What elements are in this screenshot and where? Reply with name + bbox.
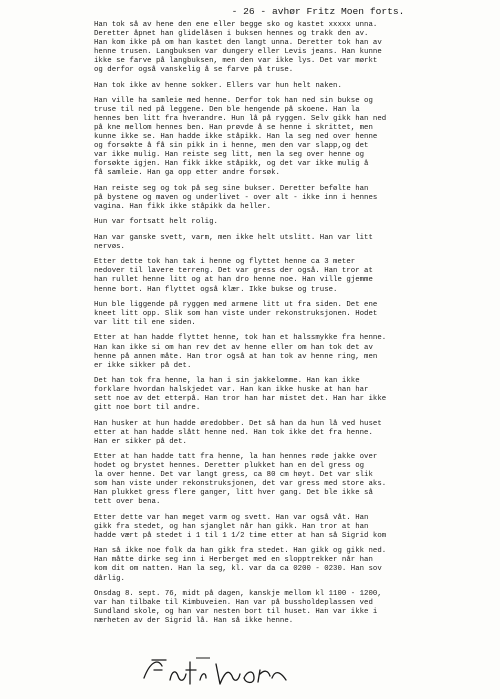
text-line: etter at han hadde slått henne ned. Han tok ikke det fra henne. xyxy=(94,428,373,437)
text-line: Han tok ikke av henne sokker. Ellers var hun helt naken. xyxy=(94,81,342,90)
text-line: dårlig. xyxy=(94,574,125,583)
text-line: var ikke mulig. Han reiste seg litt, men la seg over henne og xyxy=(94,151,365,160)
paragraph xyxy=(94,218,482,227)
text-line: Etter at han hadde flyttet henne, tok han et halssmykke fra henne. xyxy=(94,334,387,343)
text-line: og forsøkte å få sin pikk in i henne, men den var slapp,og det xyxy=(94,142,369,151)
paragraph xyxy=(94,420,482,447)
text-line: på kne mellom hennes ben. Han prøvde å se henne i skrittet, men xyxy=(94,124,373,133)
text-line: Han husker at hun hadde øredobber. Det så han da hun lå ved huset xyxy=(94,419,382,428)
text-line: Han reiste seg og tok på seg sine bukser. Deretter befølte han xyxy=(94,184,369,193)
text-line: nærheten av der Sigrid lå. Han så ikke henne. xyxy=(94,617,294,626)
text-line: Han er sikker på det. xyxy=(94,437,187,446)
paragraph xyxy=(94,547,482,583)
text-line: er ikke sikker på det. xyxy=(94,361,192,370)
text-line: henne på annen måte. Han tror også at han tok av henne ring, men xyxy=(94,352,378,361)
text-line: ikke se farve på langbuksen, men den var ikke lys. Det var mørkt xyxy=(94,57,378,66)
paragraph xyxy=(94,377,482,413)
text-line: la over henne. Det var langt gress, ca 80 cm høyt. Det var slik xyxy=(94,471,373,480)
text-line: Etter dette tok han tak i henne og flyttet henne ca 3 meter xyxy=(94,258,356,267)
text-line: Onsdag 8. sept. 76, midt på dagen, kanskje mellom kl 1100 - 1200, xyxy=(94,589,382,598)
text-line: var han tilbake til Kimbuveien. Han var på bussholdeplassen ved xyxy=(94,599,373,607)
paragraph xyxy=(94,97,482,178)
paragraph xyxy=(94,590,482,626)
paragraph xyxy=(94,82,482,91)
text-line: truse til ned på leggene. Den ble hengende på skoene. Han la xyxy=(94,106,360,115)
text-line: hodet og brystet hennes. Deretter plukket han en del gress og xyxy=(94,462,365,471)
page-header: - 26 - avhør Fritz Moen forts. xyxy=(231,6,405,17)
text-line: sett noe av det etterpå. Han tror han har mistet det. Han har ikke xyxy=(94,395,387,404)
paragraph xyxy=(94,258,482,294)
text-line: gitt noe bort til andre. xyxy=(94,404,201,413)
text-line: på bystene og maven og underlivet - over alt - ikke inn i hennes xyxy=(94,193,378,202)
text-line: nedover til lavere terreng. Det var gress der også. Han tror at xyxy=(94,267,373,276)
text-line: Han var ganske svett, varm, men ikke helt utslitt. Han var litt xyxy=(94,233,373,242)
document-body xyxy=(94,21,482,626)
text-line: som han viste under rekonstruksjonen, det var gress med store aks. xyxy=(94,480,387,489)
text-line: kunne ikke se. Han hadde ikke ståpikk. Han la seg ned over henne xyxy=(94,133,378,142)
text-line: Han kom ikke på om han kastet den langt unna. Deretter tok han av xyxy=(94,39,382,48)
text-line: Sundland skole, og han var nesten bort til huset. Han var ikke i xyxy=(94,608,378,617)
text-line: Han måtte dirke seg inn i Herberget med en slopptrekker når han xyxy=(94,556,373,565)
text-line: Han tok så av hene den ene eller begge sko og kastet xxxxx unna. xyxy=(94,21,378,29)
text-line: vagina. Han fikk ikke ståpikk da heller. xyxy=(94,203,272,212)
paragraph xyxy=(94,453,482,507)
text-line: henne trusen. Langbuksen var dungery eller Levis jeans. Han kunne xyxy=(94,48,382,57)
paragraph xyxy=(94,185,482,212)
paragraph xyxy=(94,514,482,541)
text-line: gikk fra stedet, og han sjanglet når han gikk. Han tror at han xyxy=(94,522,369,531)
text-line: kom dit om natten. Han la seg, kl. var da ca 0200 - 0230. Han sov xyxy=(94,565,382,574)
text-line: hadde vært på stedet i 1 til 1 1/2 time etter at han så Sigrid kom xyxy=(94,531,387,540)
text-line: Han plukket gress flere ganger, litt hver gang. Det ble ikke så xyxy=(94,489,373,498)
text-line: kneet litt opp. Slik som han viste under rekonstruksjonen. Hodet xyxy=(94,310,378,318)
paragraph xyxy=(94,301,482,328)
text-line: og derfor også vanskelig å se farve på truse. xyxy=(94,66,294,75)
text-line: få samleie. Han ga opp etter andre forsøk. xyxy=(94,169,280,178)
text-line: Det han tok fra henne, la han i sin jakkelomme. Han kan ikke xyxy=(94,377,360,386)
text-line: Han kan ikke si om han rev det av henne eller om han tok det av xyxy=(94,343,373,352)
text-line: forsøkte igjen. Han fikk ikke ståpikk, og det var ikke mulig å xyxy=(94,160,369,169)
text-line: han rullet henne litt og at han dro henne noe. Han ville gjemme xyxy=(94,276,373,285)
paragraph xyxy=(94,334,482,370)
text-line: hennes ben litt fra hverandre. Hun lå på ryggen. Selv gikk han ned xyxy=(94,115,387,124)
text-line: nervøs. xyxy=(94,242,125,251)
text-line: tett over bena. xyxy=(94,498,161,507)
text-line: var litt til ene siden. xyxy=(94,319,196,328)
paragraph xyxy=(94,234,482,252)
text-line: Deretter åpnet han glidelåsen i buksen hennes og trakk den av. xyxy=(94,30,369,39)
text-line: Han så ikke noe folk da han gikk fra stedet. Han gikk og gikk ned. xyxy=(94,547,387,556)
text-line: Hun ble liggende på ryggen med armene litt ut fra siden. Det ene xyxy=(94,300,378,309)
text-line: Etter dette var han meget varm og svett. Han var også våt. Han xyxy=(94,513,369,522)
paragraph xyxy=(94,21,482,75)
signature xyxy=(140,652,290,692)
text-line: Han ville ha samleie med henne. Derfor tok han ned sin bukse og xyxy=(94,97,373,106)
text-line: forklare hvordan halskjedet var. Han kan ikke huske at han har xyxy=(94,386,369,395)
text-line: Hun var fortsatt helt rolig. xyxy=(94,218,218,227)
text-line: henne bort. Han flyttet også klær. Ikke bukse og truse. xyxy=(94,285,338,294)
text-line: Etter at han hadde tatt fra henne, la han hennes røde jakke over xyxy=(94,453,378,462)
